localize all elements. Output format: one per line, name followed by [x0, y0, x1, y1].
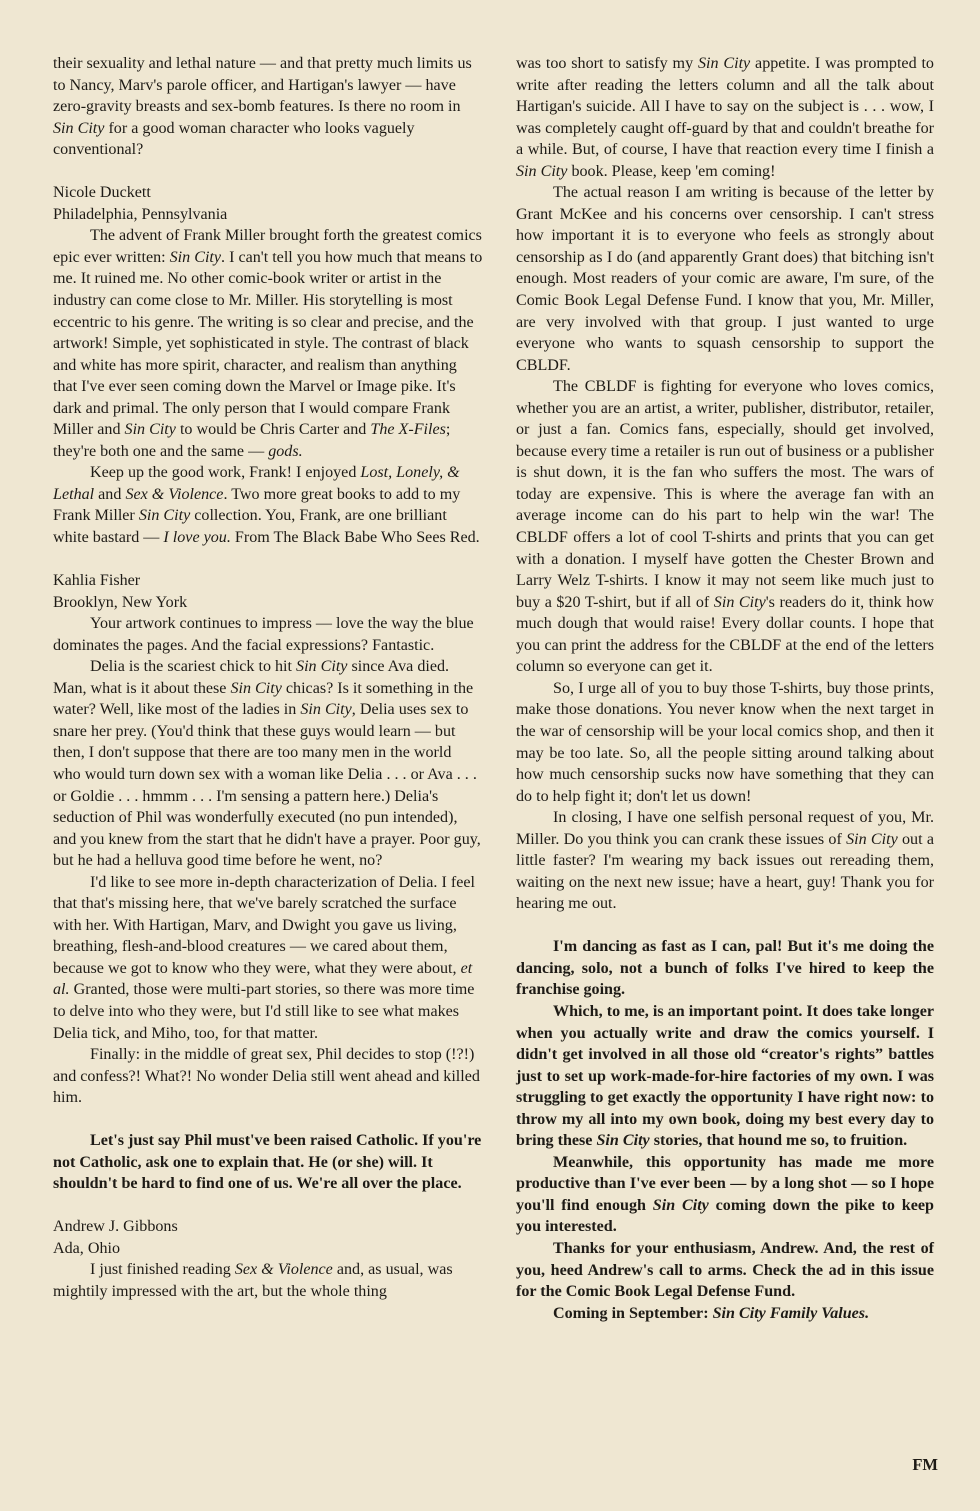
letter-3-name: Kahlia Fisher	[53, 572, 141, 590]
letter-2-name: Nicole Duckett	[53, 184, 151, 202]
editor-reply-4-para-3	[516, 1152, 934, 1238]
text-run: From The Black Babe Who Sees Red.	[230, 528, 480, 546]
text-run: . I can't tell you how much that means to me. It ruined me. No other comic-book writer or artist in the industry can come close to Mr. Miller. His storytelling is most eccentric to his genre. The writing is so clear and precise, and the artwork! Simple, yet sophisticated in style. The contrast of black and white has more spirit, character, and realism than anything that I've ever seen coming down the Marvel or Image pike. It's dark and primal. The only person that I would compare Frank Miller and	[53, 248, 483, 439]
italic-title: Sin City	[169, 248, 222, 266]
letter-3-para-4: Finally: in the middle of great sex, Phil decides to stop (!?!) and confess?! What?! No wonder Delia still went ahead and killed him.	[53, 1046, 480, 1107]
letter-4-para-4: So, I urge all of you to buy those T-shirts, buy those prints, make those donations. You never know when the next target in the war of censorship will be your local comics shop, and then it may be too late. So, all the people sitting around talking about how much censorship sucks now have something that they can do to help fight it; don't let us down!	[516, 679, 934, 805]
italic-title: Sex & Violence	[234, 1261, 333, 1279]
text-run: was too short to satisfy my	[516, 55, 698, 72]
letter-4-para-1	[53, 1259, 483, 1302]
letter-4-para-5	[516, 807, 934, 915]
text-run: 's readers do it, think how much dough that would raise! Every dollar counts. I hope that you can print the address for the CBLDF at the end of the letters column so everyone can get it.	[516, 593, 934, 676]
italic-title: et al.	[53, 959, 473, 999]
text-run: Meanwhile, this opportunity has made me more productive than I've ever been — by a long shot — so I hope you'll find enough	[516, 1153, 934, 1214]
text-run: their sexuality and lethal nature — and that pretty much limits us to Nancy, Marv's parole officer, and Hartigan's lawyer — have zero-gravity breasts and sex-bomb features. Is there no room in	[53, 55, 472, 116]
text-run: appetite. I was prompted to write after reading the letters column and all the talk about Hartigan's suicide. All I have to say on the subject is . . . wow, I was completely caught off-guard by that and couldn't breathe for a while. But, of course, I have that reaction every time I finish a	[516, 55, 934, 159]
editor-reply-4-para-5	[516, 1303, 934, 1325]
text-run: ; they're both one and the same —	[53, 421, 451, 460]
text-run: collection. You, Frank, are one brilliant white bastard —	[53, 507, 447, 546]
italic-title: I love you.	[163, 528, 231, 546]
text-run: Coming in September:	[553, 1304, 713, 1322]
letter-3-place: Brooklyn, New York	[53, 593, 188, 611]
text-run: , Delia uses sex to snare her prey. (You'd think that these guys would learn — but then, I don't suppose that there are too many men in the world who would turn down sex with a woman like Delia . . . or Ava . . . or Goldie . . . hmmm . . . I'm sensing a pattern here.) Delia's seduction of Phil was wonderfully executed (no pun intended), and you knew from the start that he didn't have a prayer. Poor guy, but he had a helluva good time before he went, no?	[53, 701, 481, 870]
letter-3-para-2	[53, 656, 483, 871]
italic-title: Sin City	[53, 119, 105, 137]
editor-signature: FM	[912, 1455, 938, 1474]
text-run: . Two more great books to add to my Frank Miller	[53, 485, 461, 525]
letter-4-para-2: The actual reason I am writing is because of the letter by Grant McKee and his concerns over censorship. I can't stress how important it is to everyone who feels as strongly about censorship as I do (and apparently Grant does) that bitching isn't enough. Most readers of your comic are aware, I'm sure, of the Comic Book Legal Defense Fund. I know that you, Mr. Miller, are very involved with that group. I just wanted to urge everyone who wants to squash censorship to support the CBLDF.	[516, 184, 934, 374]
text-run: In closing, I have one selfish personal request of you, Mr. Miller. Do you think you can crank these issues of	[516, 809, 934, 848]
italic-title: gods.	[268, 442, 303, 460]
text-run: The CBLDF is fighting for everyone who loves comics, whether you are an artist, a writer, publisher, distributor, retailer, or just a fan. Comics fans, especially, should get involved, because every time a retailer is run out of business or a publisher is shut down, it is the fan who suffers the most. The wars of today are expensive. This is where the average fan with an average income can do his part to help win the war! The CBLDF offers a lot of cool T-shirts and prints that you can get with a donation. I myself have gotten the Chester Brown and Larry Welz T-shirts. I know it may not seem like much just to buy a $20 T-shirt, but if all of	[516, 378, 934, 611]
text-run: and	[94, 485, 126, 503]
italic-title: Sin City	[652, 1196, 709, 1214]
text-run: I'd like to see more in-depth characterization of Delia. I feel that that's missing here, that we've barely scratched the surface with her. With Hartigan, Marv, and Dwight you gave us living, breathing, flesh-and-blood creatures — we cared about them, because we got to know who they were, what they were about,	[53, 873, 475, 977]
italic-title: Lost, Lonely, & Lethal	[53, 464, 460, 503]
letter-3-para-3	[53, 872, 483, 1044]
italic-title: Sin City	[300, 701, 352, 719]
letter-4-para-1-cont	[516, 53, 934, 182]
italic-title: Sin City	[124, 421, 176, 439]
letter-4-para-3	[516, 376, 934, 678]
text-run: Keep up the good work, Frank! I enjoyed	[90, 464, 361, 482]
left-column	[53, 53, 483, 1303]
italic-title: Sin City	[230, 679, 282, 697]
letter-4-place: Ada, Ohio	[53, 1239, 121, 1257]
editor-reply-4-para-4: Thanks for your enthusiasm, Andrew. And, the rest of you, heed Andrew's call to arms. Check the ad in this issue for the Comic Book Legal Defense Fund.	[516, 1240, 934, 1301]
text-run: chicas? Is it something in the water? Well, like most of the ladies in	[53, 679, 474, 719]
text-run: to would be Chris Carter and	[175, 421, 371, 439]
italic-title: Sin City	[296, 658, 348, 676]
text-run: book. Please, keep 'em coming!	[567, 162, 776, 180]
text-run: out a little faster? I'm wearing my back issues out rereading them, waiting on the next new issue; have a heart, guy! Thank you for hearing me out.	[516, 830, 934, 913]
italic-title: Sin City	[516, 162, 568, 180]
italic-title: Sin City	[138, 507, 191, 525]
italic-title: Sex & Violence	[125, 485, 224, 503]
letter-2-para-1	[53, 225, 483, 462]
editor-reply-3: Let's just say Phil must've been raised Catholic. If you're not Catholic, ask one to explain that. He (or she) will. It shouldn't be hard to find one of us. We're all over the place.	[53, 1132, 482, 1193]
text-run: Which, to me, is an important point. It does take longer when you actually write and draw the comics yourself. I didn't get involved in all those old “creator's rights” battles just to set up work-made-for-hire factories of my own. I was struggling to get exactly the opportunity I have right now: to throw my all into my own book, doing my best every day to bring these	[516, 1003, 934, 1150]
italic-title: Sin City	[697, 55, 751, 72]
text-run: coming down the pike to keep you interested.	[516, 1196, 934, 1236]
text-run: and, as usual, was mightily impressed with the art, but the whole thing	[53, 1261, 453, 1300]
italic-title: The X-Files	[370, 421, 446, 439]
letter-3-para-1: Your artwork continues to impress — love the way the blue dominates the pages. And the facial expressions? Fantastic.	[53, 615, 474, 654]
text-run: since Ava died. Man, what is it about these	[53, 658, 450, 697]
italic-title: Sin City Family Values.	[712, 1304, 870, 1322]
italic-title: Sin City	[846, 830, 898, 848]
right-column	[516, 53, 934, 1324]
text-run: Delia is the scariest chick to hit	[90, 658, 297, 676]
text-run: Granted, those were multi-part stories, so there was more time to delve into who they were, but I'd still like to see what makes Delia tick, and Miho, too, for that matter.	[53, 981, 475, 1042]
editor-reply-4-para-2	[516, 1001, 934, 1152]
letter-2-place: Philadelphia, Pennsylvania	[53, 205, 228, 223]
letter-1-text	[53, 53, 483, 161]
text-run: stories, that hound me so, to fruition.	[649, 1132, 908, 1150]
text-run: for a good woman character who looks vaguely conventional?	[53, 119, 415, 159]
letter-2-para-2	[53, 462, 483, 548]
editor-reply-4-para-1: I'm dancing as fast as I can, pal! But it's me doing the dancing, solo, not a bunch of folks I've hired to keep the franchise going.	[516, 938, 934, 999]
italic-title: Sin City	[596, 1132, 650, 1150]
italic-title: Sin City	[713, 593, 766, 611]
letter-4-name: Andrew J. Gibbons	[53, 1218, 178, 1236]
text-run: The advent of Frank Miller brought forth the greatest comics epic ever written:	[53, 227, 482, 266]
text-run: I just finished reading	[90, 1261, 235, 1279]
